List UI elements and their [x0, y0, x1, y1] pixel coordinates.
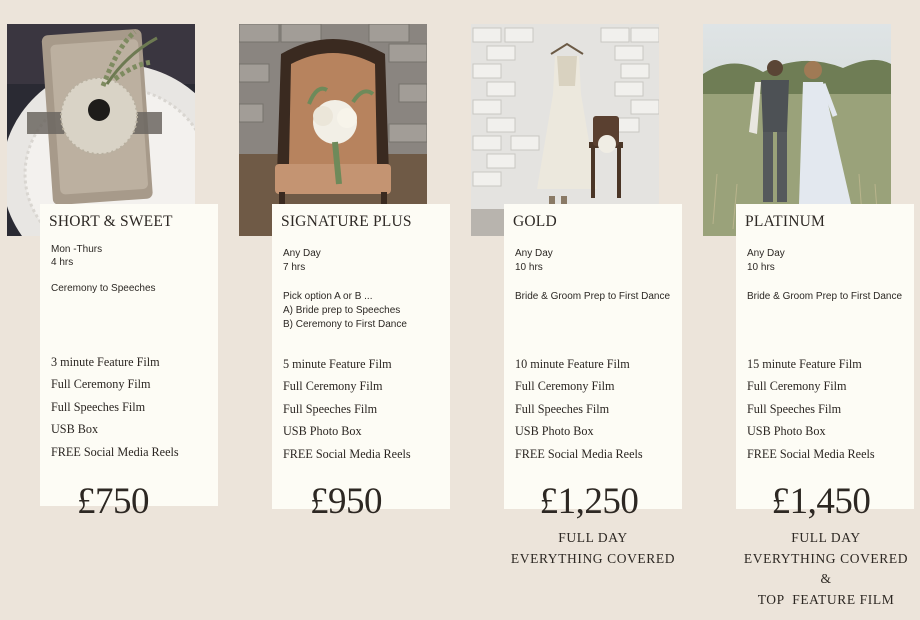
package-coverage: Pick option A or B ... — [283, 290, 373, 302]
feature-item: Full Speeches Film — [747, 401, 842, 416]
feature-item: Full Speeches Film — [515, 401, 610, 416]
note-line: & — [820, 571, 832, 586]
note-line: EVERYTHING COVERED — [743, 550, 909, 566]
feature-item: FREE Social Media Reels — [747, 446, 875, 461]
feature-item: USB Photo Box — [747, 424, 826, 439]
package-details — [283, 247, 407, 332]
package-coverage: Bride & Groom Prep to First Dance — [515, 291, 671, 303]
package-details — [515, 247, 670, 305]
package-days: Any Day — [283, 248, 321, 259]
package-title: SIGNATURE PLUS — [281, 213, 412, 230]
feature-list — [283, 357, 411, 469]
package-days: Mon -Thurs — [51, 244, 103, 255]
package-note — [504, 528, 682, 569]
feature-item: Full Ceremony Film — [515, 379, 615, 394]
package-card-signature-plus — [272, 204, 450, 509]
feature-item: FREE Social Media Reels — [515, 446, 643, 461]
package-hours: 7 hrs — [283, 262, 306, 274]
feature-item: USB Photo Box — [515, 424, 594, 439]
feature-item: 3 minute Feature Film — [51, 355, 160, 369]
package-card-short-sweet — [40, 204, 218, 506]
package-price: £750 — [77, 481, 149, 522]
package-coverage: Bride & Groom Prep to First Dance — [747, 291, 903, 303]
package-coverage: Ceremony to Speeches — [51, 283, 156, 294]
package-price: £1,250 — [539, 481, 639, 522]
package-title: PLATINUM — [745, 213, 825, 230]
feature-item: 15 minute Feature Film — [747, 357, 862, 371]
feature-list — [51, 355, 179, 467]
feature-list — [747, 357, 875, 469]
package-note — [736, 528, 916, 610]
feature-item: 5 minute Feature Film — [283, 357, 392, 371]
feature-item: 10 minute Feature Film — [515, 357, 630, 371]
package-price: £950 — [310, 481, 382, 522]
feature-item: Full Speeches Film — [283, 401, 378, 416]
feature-item: USB Photo Box — [283, 424, 362, 439]
feature-item: USB Box — [51, 422, 99, 437]
note-line: EVERYTHING COVERED — [510, 550, 676, 566]
feature-item: FREE Social Media Reels — [283, 446, 411, 461]
feature-item: Full Ceremony Film — [283, 379, 383, 394]
package-days: Any Day — [747, 248, 785, 259]
note-line: FULL DAY — [558, 530, 628, 545]
package-days: Any Day — [515, 248, 553, 259]
package-card-platinum — [736, 204, 914, 509]
package-details — [51, 243, 156, 295]
package-title: GOLD — [513, 213, 557, 230]
feature-item: FREE Social Media Reels — [51, 444, 179, 459]
package-card-gold — [504, 204, 682, 509]
feature-item: Full Speeches Film — [51, 399, 146, 414]
feature-item: Full Ceremony Film — [51, 377, 151, 392]
package-price: £1,450 — [771, 481, 871, 522]
package-hours: 10 hrs — [515, 262, 543, 274]
package-hours: 10 hrs — [747, 262, 775, 274]
package-title: SHORT & SWEET — [49, 213, 173, 230]
feature-item: Full Ceremony Film — [747, 379, 847, 394]
feature-list — [515, 357, 643, 469]
package-details — [747, 247, 902, 305]
package-option-b: B) Ceremony to First Dance — [283, 319, 407, 330]
package-option-a: A) Bride prep to Speeches — [283, 304, 401, 316]
package-hours: 4 hrs — [51, 257, 74, 268]
note-line: TOP FEATURE FILM — [757, 591, 895, 607]
note-line: FULL DAY — [791, 530, 861, 545]
